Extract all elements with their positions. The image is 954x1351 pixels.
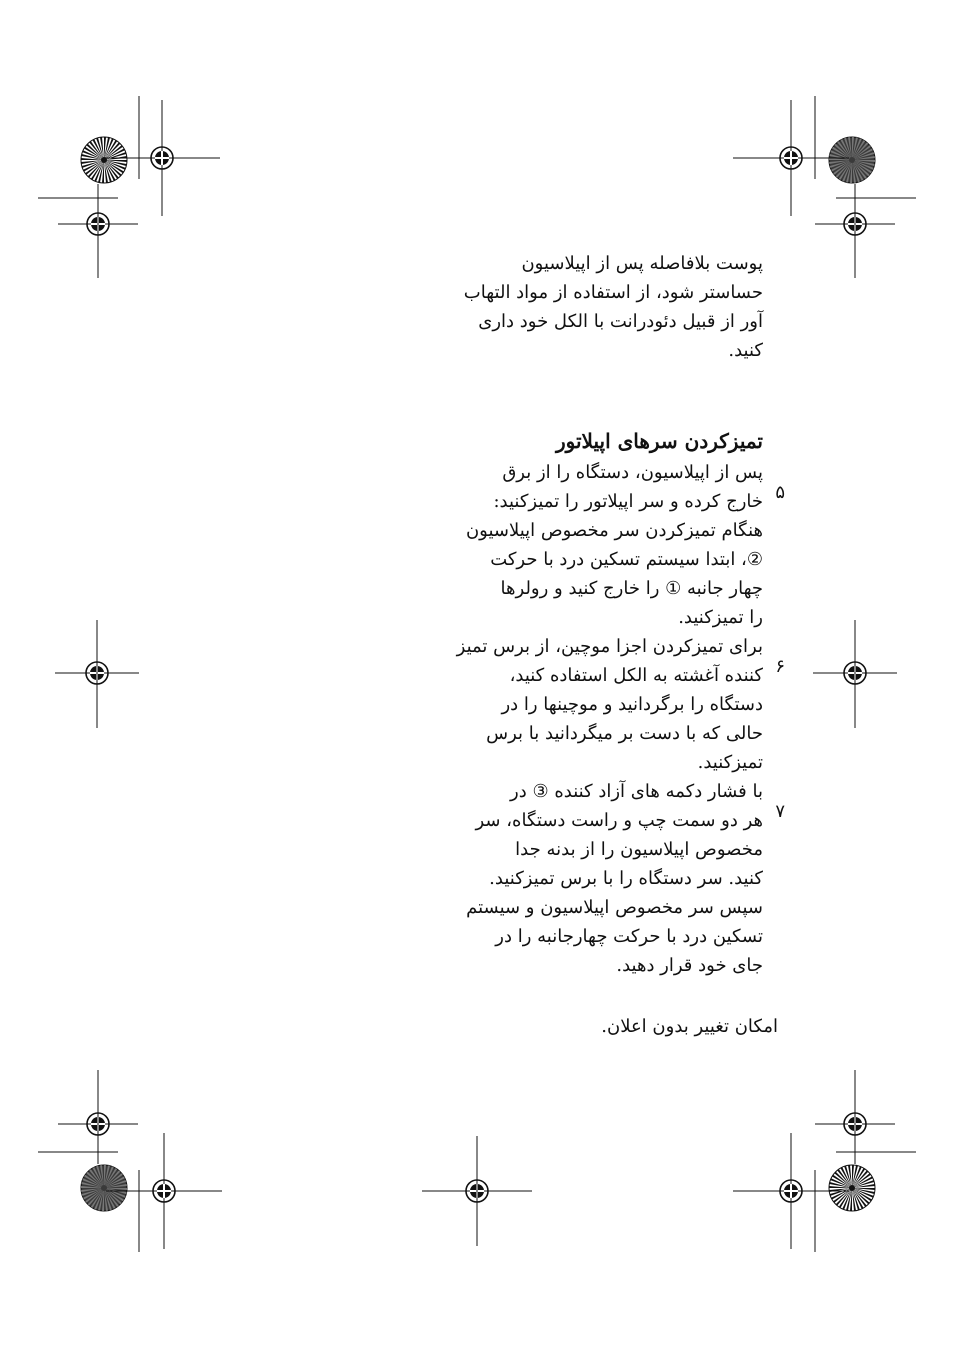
- starburst-registration-icon: [829, 1165, 875, 1211]
- change-notice: امکان تغییر بدون اعلان.: [601, 1016, 778, 1037]
- intro-line: کنید.: [728, 340, 763, 361]
- step-text-line: هنگام تمیزکردن سر مخصوص اپیلاسیون: [465, 520, 763, 541]
- step-text-line: تمیزکنید.: [697, 752, 763, 773]
- intro-paragraph: [464, 249, 763, 365]
- step-text-line: کننده آغشته به الکل استفاده کنید،: [509, 665, 763, 686]
- step-text-line: سپس سر مخصوص اپیلاسیون و سیستم: [466, 897, 763, 918]
- starburst-registration-icon: [81, 1165, 127, 1211]
- registration-crosshair-icon: [104, 100, 220, 216]
- step-5: [457, 458, 785, 632]
- intro-line: پوست بلافاصله پس از اپیلاسیون: [521, 253, 763, 274]
- step-text-line: دستگاه را برگردانید و موچینها را در: [501, 694, 763, 715]
- intro-line: آور از قبیل دئودرانت با الکل خود داری: [478, 311, 763, 332]
- section-heading: تمیزکردن سرهای اپیلاتور: [555, 429, 763, 453]
- step-text-line: خارج کرده و سر اپیلاتور را تمیزکنید:: [493, 491, 763, 512]
- step-number: ۶: [775, 656, 785, 677]
- step-number: ۵: [775, 482, 785, 503]
- registration-crosshair-icon: [106, 1133, 222, 1249]
- cleaning-steps-list: [456, 458, 785, 980]
- step-number: ۷: [775, 801, 785, 822]
- step-text-line: هر دو سمت چپ و راست دستگاه، سر: [475, 810, 763, 831]
- step-text-line: برای تمیزکردن اجزا موچین، از برس تمیز: [456, 636, 763, 657]
- step-text-line: تسکین درد با حرکت چهارجانبه را در: [495, 926, 763, 947]
- step-text-line: کنید. سر دستگاه را با برس تمیزکنید.: [489, 868, 763, 889]
- step-text-line: ②، ابتدا سیستم تسکین درد با حرکت: [490, 549, 763, 570]
- intro-line: حساستر شود، از استفاده از مواد التهاب: [463, 282, 763, 303]
- step-text-line: پس از اپیلاسیون، دستگاه را از برق: [502, 462, 763, 483]
- step-text-line: مخصوص اپیلاسیون را از بدنه جدا: [515, 839, 763, 860]
- starburst-registration-icon: [829, 137, 875, 183]
- step-text-line: را تمیزکنید.: [678, 607, 763, 628]
- step-7: [457, 777, 785, 980]
- starburst-registration-icon: [81, 137, 127, 183]
- step-text-line: جای خود قرار دهید.: [616, 955, 763, 976]
- step-text-line: حالی که با دست بر میگردانید با برس: [486, 723, 763, 744]
- step-text-line: چهار جانبه ① را خارج کنید و رولرها: [500, 578, 763, 599]
- step-6: [456, 632, 785, 777]
- registration-crosshair-icon: [733, 100, 849, 216]
- registration-crosshair-icon: [733, 1133, 849, 1249]
- step-text-line: با فشار دکمه های آزاد کننده ③ در: [510, 781, 763, 802]
